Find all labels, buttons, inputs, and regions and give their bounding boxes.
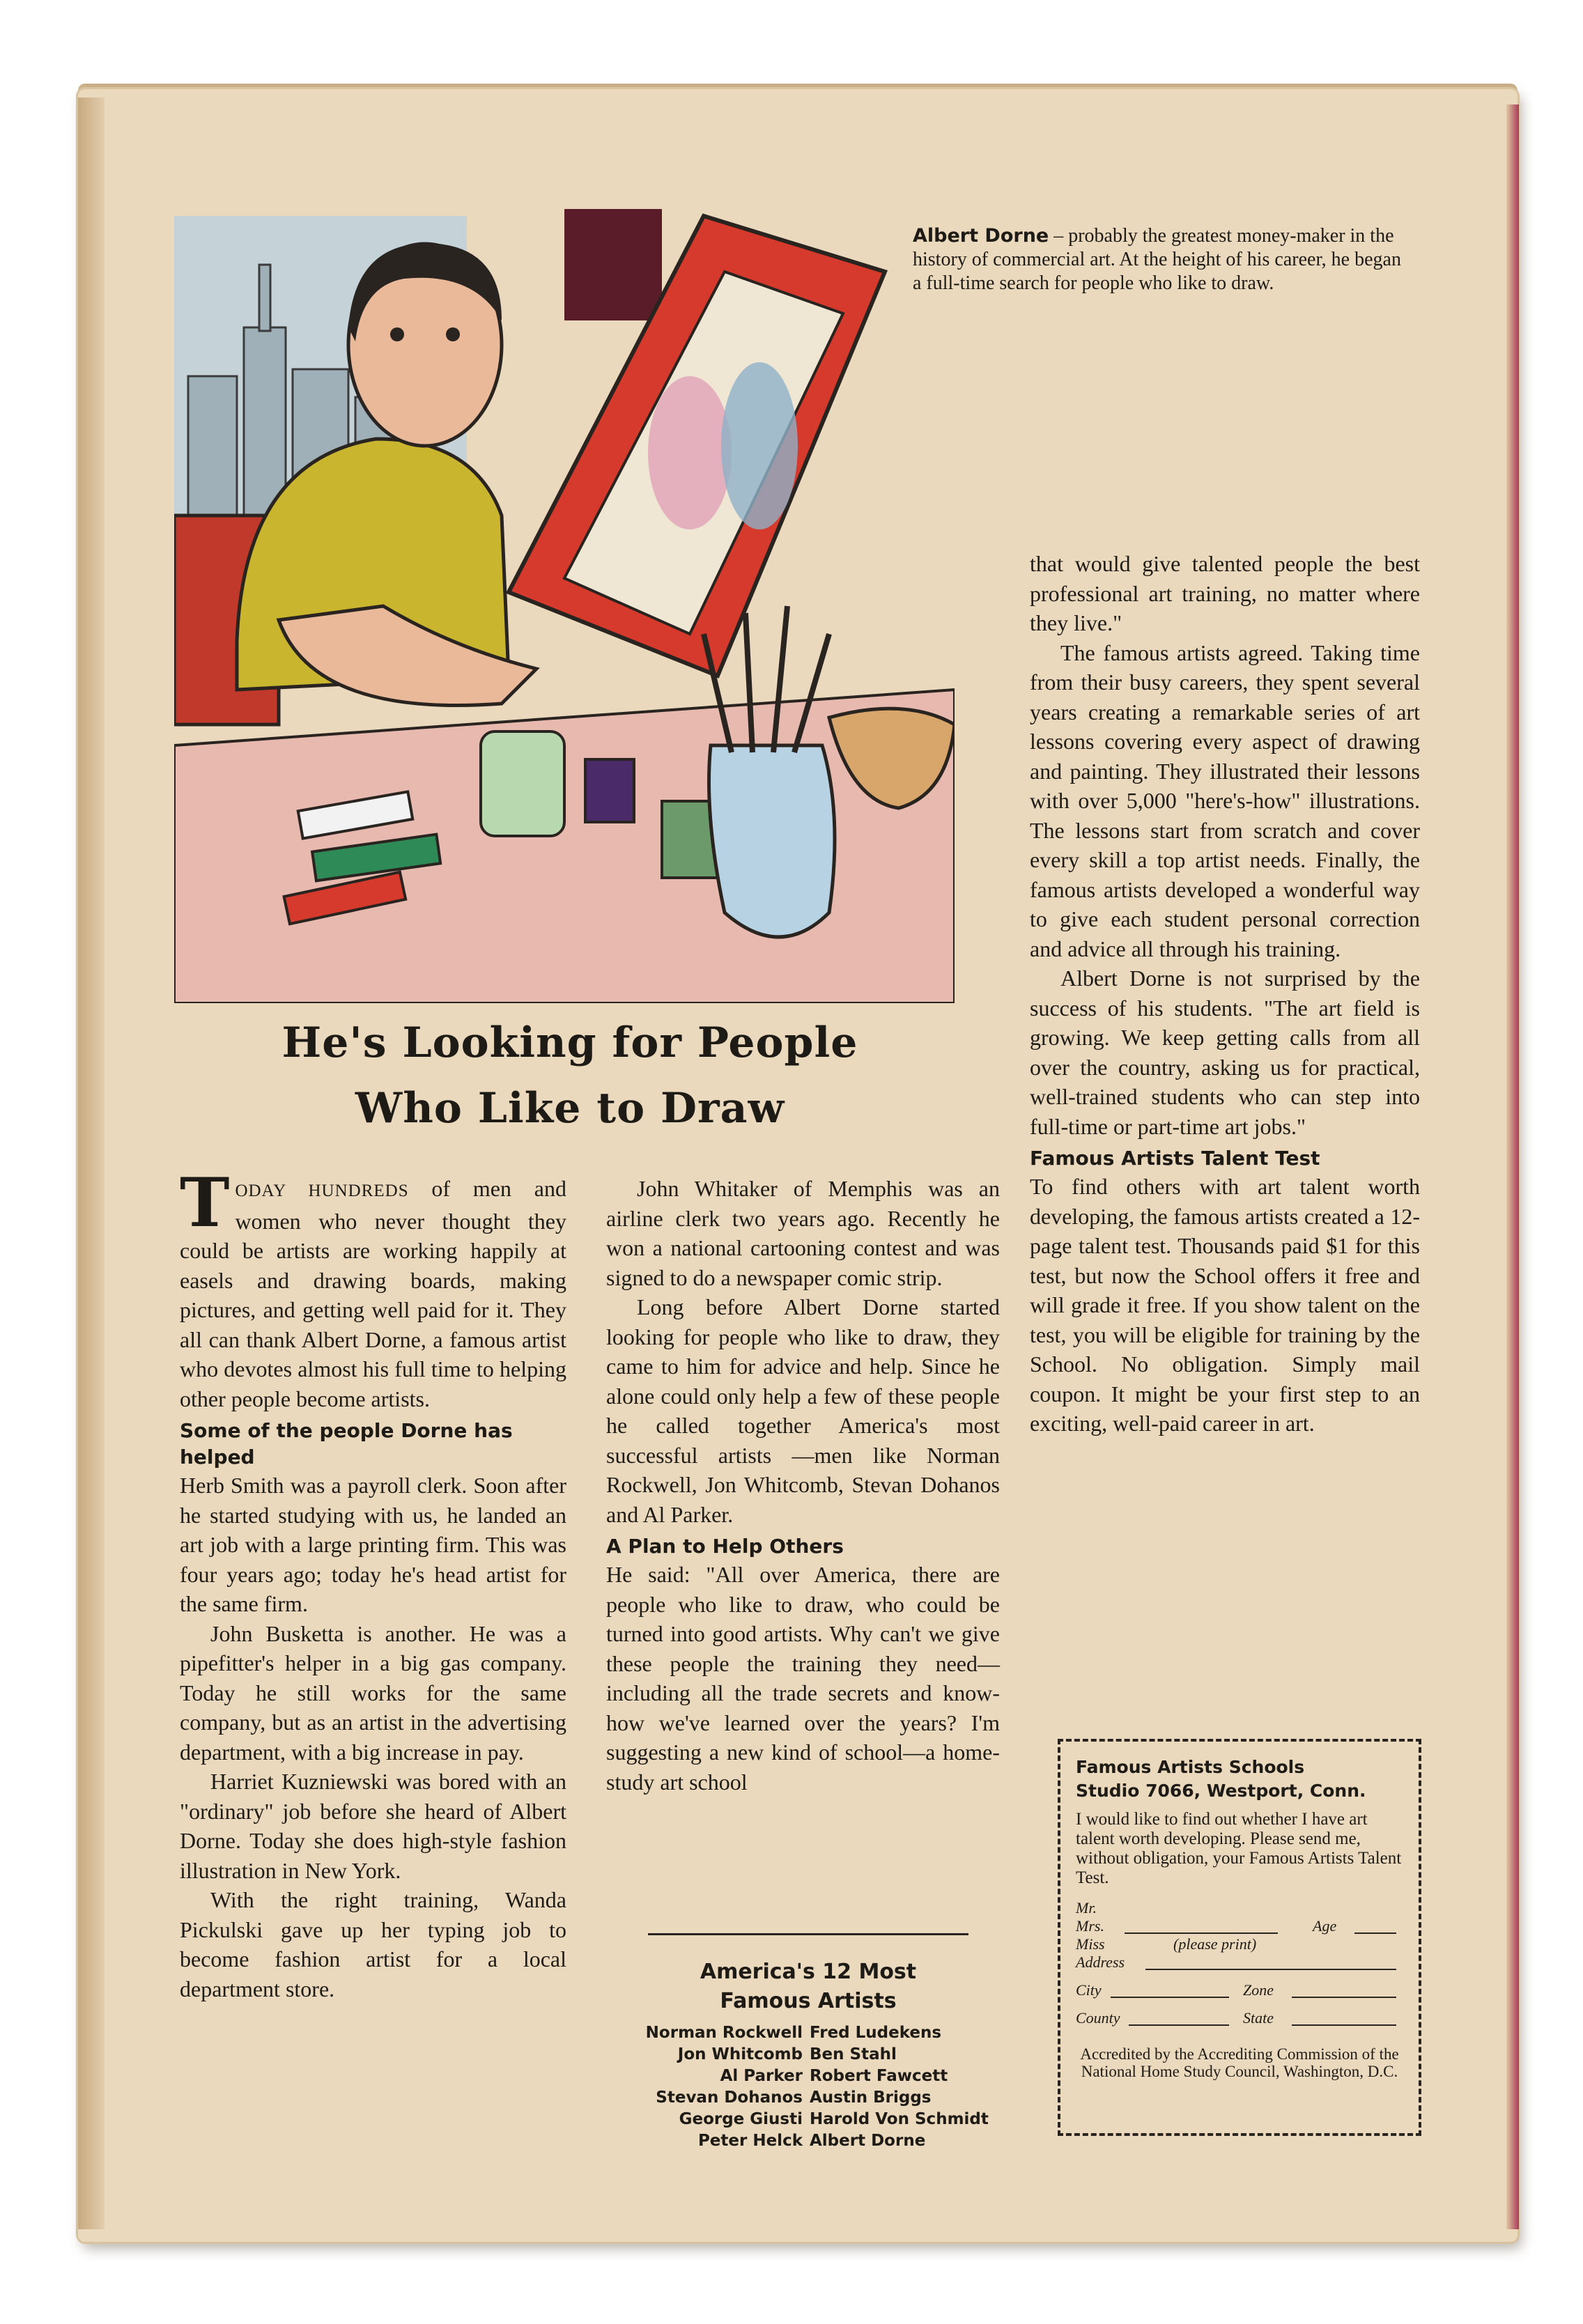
page-left-edge [78,98,105,2229]
city-line[interactable] [1111,1997,1229,1998]
address-line[interactable] [1145,1969,1396,1970]
caption-name: Albert Dorne [913,225,1049,247]
label-miss: Miss [1076,1935,1105,1953]
famous-title-line1: America's 12 Most [700,1960,917,1984]
paragraph: With the right training, Wanda Pickulski gave up her typing job to become fashion artist for a local department store. [180,1887,566,2001]
tape-roll [481,731,564,836]
illustration-caption [913,224,1414,295]
paragraph: John Whitaker of Memphis was an airline clerk two years ago. Recently he won a national cartooning contest and was signed to do a newspaper comic strip. [606,1176,1000,1290]
paragraph: To find others with art talent worth developing, the famous artists created a 12-page talent test. Thousands paid $1 for this test, but now the School offers it free and will grade it free. If you show talent on the test, you will be eligible for training by the School. No obligation. Simply mail coupon. It might be your first step to an exciting, well-paid career in art. [1030,1174,1420,1436]
intro-text: of men and women who never thought they could be artists are working happily at easels and drawing boards, making pictures, and getting well paid for it. They all can thank Albert Dorne, a famous artist who devotes almost his full time to helping other people become artists. [180,1176,567,1411]
ink-jar [585,759,634,822]
label-please-print: (please print) [1173,1935,1257,1953]
label-city: City [1076,1981,1102,1999]
coupon-title-miss [1076,1935,1403,1953]
intro-smallcaps: ODAY HUNDREDS [235,1182,409,1200]
paragraph: Herb Smith was a payroll clerk. Soon after he started studying with us, he landed an art job with a large printing firm. This was four years ago; today he's head artist for the same firm. [180,1473,566,1616]
label-mrs: Mrs. [1076,1917,1104,1935]
artist-name: Austin Briggs [810,2089,932,2107]
coupon-field-address[interactable] [1076,1953,1403,1971]
artist-name: Fred Ludekens [810,2024,942,2042]
paragraph: Harriet Kuzniewski was bored with an "ordinary" job before she heard of Albert Dorne. Today she does high-style fashion illustration in New York. [180,1769,566,1883]
divider-rule [648,1933,968,1935]
famous-artists-heading [613,1958,1003,2016]
artist-name: Ben Stahl [810,2045,897,2063]
caption-text: – probably the greatest money-maker in the history of commercial art. At the height of his career, he began a full-time search for people who like to draw. [913,225,1401,294]
curtain [564,209,662,320]
label-state: State [1243,2009,1274,2027]
sketch-figure-man [721,362,798,529]
mail-coupon[interactable] [1058,1739,1421,2136]
label-zone: Zone [1243,1981,1274,1999]
article-column-2 [606,1174,1000,1797]
sketch-figure-woman [648,376,732,529]
paragraph: John Busketta is another. He was a pipefitter's helper in a big gas company. Today he still works for the same company, but as an artist in the advertising department, with a big increase in pay. [180,1620,566,1765]
coupon-school-name: Famous Artists Schools [1076,1757,1305,1777]
artist-eye [390,327,404,341]
paragraph: The famous artists agreed. Taking time from their busy careers, they spent several years creating a remarkable series of art lessons covering every aspect of drawing and painting. They illustrated their lessons with over 5,000 "here's-how" illustrations. The lessons start from scratch and cover every skill a top artist needs. Finally, the famous artists developed a wonderful way to give each student personal correction and advice all through his training. [1030,640,1420,961]
building-spire [259,265,270,331]
label-address: Address [1076,1953,1125,1971]
artist-name: Albert Dorne [810,2132,926,2150]
headline-line2: Who Like to Draw [355,1084,785,1133]
accreditation-note: Accredited by the Accrediting Commission of the National Home Study Council, Washington, D.C. [1080,2045,1399,2080]
label-mr: Mr. [1076,1899,1097,1916]
article-column-3 [1030,549,1420,1439]
age-line[interactable] [1354,1932,1396,1934]
drop-cap: T [180,1163,230,1242]
subhead-talent-test: Famous Artists Talent Test [1030,1147,1320,1170]
paragraph: that would give talented people the best professional art training, no matter where they live." [1030,551,1420,635]
county-line[interactable] [1129,2024,1229,2026]
article-column-1 [180,1163,567,2004]
artist-name: Al Parker [720,2067,803,2085]
headline-line1: He's Looking for People [281,1018,858,1067]
headline [180,1010,960,1141]
artist-name: Peter Helck [697,2132,803,2150]
name-line[interactable] [1125,1932,1278,1934]
artist-illustration [174,188,955,1003]
artist-eye [446,327,460,341]
label-age: Age [1313,1917,1337,1935]
artist-name: Norman Rockwell [645,2024,803,2042]
intro-paragraph [180,1163,567,1413]
coupon-body: I would like to find out whether I have art talent worth developing. Please send me, without obligation, your Famous Artists Talent Test. [1076,1810,1402,1887]
paragraph: He said: "All over America, there are people who like to draw, who could be turned into good artists. Why can't we give these people the training they need—including all the trade secrets and know-how we've learned over the years? I'm suggesting a new kind of school—a home-study art school [606,1562,1000,1795]
coupon-field-name[interactable] [1076,1917,1403,1935]
artist-name: Stevan Dohanos [656,2089,803,2107]
coupon-studio-address: Studio 7066, Westport, Conn. [1076,1781,1366,1801]
state-line[interactable] [1292,2024,1396,2026]
label-county: County [1076,2009,1120,2027]
artist-name: George Giusti [679,2110,803,2128]
famous-title-line2: Famous Artists [720,1989,897,2013]
coupon-field-city-zone[interactable] [1076,1981,1403,1999]
subhead-plan: A Plan to Help Others [606,1535,844,1558]
subhead-people-helped: Some of the people Dorne has helped [180,1419,513,1469]
zone-line[interactable] [1292,1997,1396,1998]
artist-name: Harold Von Schmidt [810,2110,989,2128]
coupon-field-county-state[interactable] [1076,2009,1403,2027]
paragraph: Long before Albert Dorne started looking for people who like to draw, they came to him for advice and help. Since he alone could only help a few of these people he called together America's most successful artists —men like Norman Rockwell, Jon Whitcomb, Stevan Dohanos and Al Parker. [606,1294,1000,1527]
artist-name: Jon Whitcomb [677,2045,803,2063]
paragraph: Albert Dorne is not surprised by the success of his students. "The art field is growing. We keep getting calls from all over the country, asking us for practical, well-trained students who can step into full-time or part-time art jobs." [1030,966,1420,1139]
artist-name: Robert Fawcett [810,2067,948,2085]
page-right-edge [1506,104,1519,2229]
coupon-title-mr [1076,1899,1403,1917]
brush-vase [709,745,835,937]
famous-artists-list [613,2022,1017,2152]
